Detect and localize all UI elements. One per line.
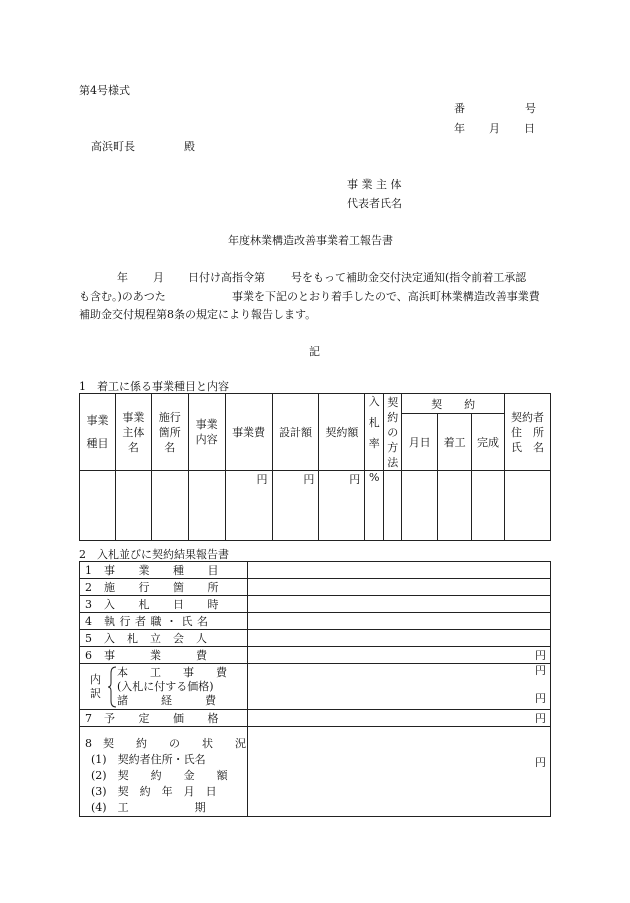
body-line2b: 事業を下記のとおり着手したので、高浜町林業構造改善事業費 [232, 290, 540, 303]
header-keiyaku-hoho: 契 約 の 方 法 [384, 394, 402, 471]
cell-jigyohi-unit: 円 [225, 471, 272, 541]
brace-icon [107, 665, 117, 709]
body-line2a: も含む。)のあつた [79, 290, 166, 303]
jokyo-item-nengappi: (3) 契 約 年 月 日 [91, 785, 217, 798]
header-jigyohi: 事業費 [225, 394, 272, 471]
header-keiyakugaku: 契約額 [319, 394, 365, 471]
uchiwake-item-shokeihi: 諸 経 費 [117, 693, 216, 707]
date-label-day: 日 [524, 122, 535, 135]
ki-label: 記 [309, 345, 320, 358]
date-label-month: 月 [489, 122, 500, 135]
row-label-keiyaku-jokyo [80, 727, 248, 817]
uchiwake-item-nyusatsu-kakaku: (入札に付する価格) [117, 679, 214, 693]
row-value-keiyaku-jokyo: 円 [247, 727, 550, 817]
row-label-shikkosha: 4 執 行 者 職 ・ 氏 名 [80, 613, 248, 630]
representative-label: 代表者氏名 [347, 197, 402, 210]
uchiwake-item-honkoji: 本 工 事 費 [117, 665, 227, 679]
form-number: 第4号様式 [79, 84, 130, 97]
cell-shutai [115, 471, 151, 541]
row-label-kasho: 2 施 行 箇 所 [80, 579, 248, 596]
body-month: 月 [153, 271, 164, 284]
document-title: 年度林業構造改善事業着工報告書 [228, 234, 393, 247]
row-value-nichiji [247, 596, 550, 613]
cell-percent-unit: % [365, 471, 384, 541]
jokyo-item-jusho-shimei: (1) 契約者住所・氏名 [91, 753, 206, 766]
body-year: 年 [117, 271, 128, 284]
number-label-ban: 番 [454, 102, 465, 115]
cell-kansei [472, 471, 505, 541]
row-value-uchiwake: 円 円 [247, 664, 550, 710]
row-label-shumoku: 1 事 業 種 目 [80, 562, 248, 579]
cell-hoho [384, 471, 402, 541]
header-seko-kasho: 施行 箇所 名 [151, 394, 188, 471]
row-value-yotei-kakaku: 円 [247, 710, 550, 727]
header-jigyo-naiyo: 事業 内容 [188, 394, 225, 471]
row-label-uchiwake [80, 664, 248, 710]
row-label-jigyohi: 6 事 業 費 [80, 647, 248, 664]
body-line1b: 号をもって補助金交付決定通知(指令前着工承認 [291, 271, 527, 284]
number-label-go: 号 [525, 102, 536, 115]
header-kansei: 完成 [472, 414, 505, 471]
cell-keiyaku-unit: 円 [319, 471, 365, 541]
header-jigyo-shumoku: 事業 種目 [80, 394, 116, 471]
row-value-shikkosha [247, 613, 550, 630]
cell-tsukihi [402, 471, 438, 541]
cell-chakko [438, 471, 472, 541]
jokyo-item-kingaku: (2) 契 約 金 額 [91, 769, 228, 782]
row-label-tachiai: 5 入 札 立 会 人 [80, 630, 248, 647]
applicant-label: 事 業 主 体 [347, 178, 402, 191]
section2-heading: 2 入札並びに契約結果報告書 [79, 548, 229, 561]
cell-kasho [151, 471, 188, 541]
section1-heading: 1 着工に係る事業種目と内容 [79, 380, 229, 393]
row-value-jigyohi: 円 [247, 647, 550, 664]
row-label-yotei-kakaku: 7 予 定 価 格 [80, 710, 248, 727]
header-keiyaku: 契 約 [402, 394, 505, 414]
construction-table [79, 393, 551, 541]
jokyo-item-koki: (4) 工 期 [91, 801, 206, 814]
body-line3: 補助金交付規程第8条の規定により報告します。 [79, 308, 317, 321]
addressee-honorific: 殿 [184, 140, 195, 153]
addressee: 高浜町長 [91, 140, 135, 153]
row-label-nichiji: 3 入 札 日 時 [80, 596, 248, 613]
row-value-kasho [247, 579, 550, 596]
cell-keiyakusha [504, 471, 550, 541]
bid-result-table [79, 561, 551, 817]
jokyo-heading: 8 契 約 の 状 況 [85, 737, 246, 750]
header-jigyo-shutai: 事業 主体 名 [115, 394, 151, 471]
row-value-shumoku [247, 562, 550, 579]
header-keiyakusha: 契約者 住 所 氏 名 [504, 394, 550, 471]
header-tsukihi: 月日 [402, 414, 438, 471]
date-label-year: 年 [454, 122, 465, 135]
row-value-tachiai [247, 630, 550, 647]
body-line1a: 日付け高指令第 [188, 271, 265, 284]
cell-naiyo [188, 471, 225, 541]
header-nyusatsuritsu: 入 札 率 [365, 394, 384, 471]
header-sekkeigaku: 設計額 [272, 394, 319, 471]
header-chakko: 着工 [438, 414, 472, 471]
cell-sekkei-unit: 円 [272, 471, 319, 541]
cell-shumoku [80, 471, 116, 541]
uchiwake-label: 内 訳 [90, 672, 101, 700]
